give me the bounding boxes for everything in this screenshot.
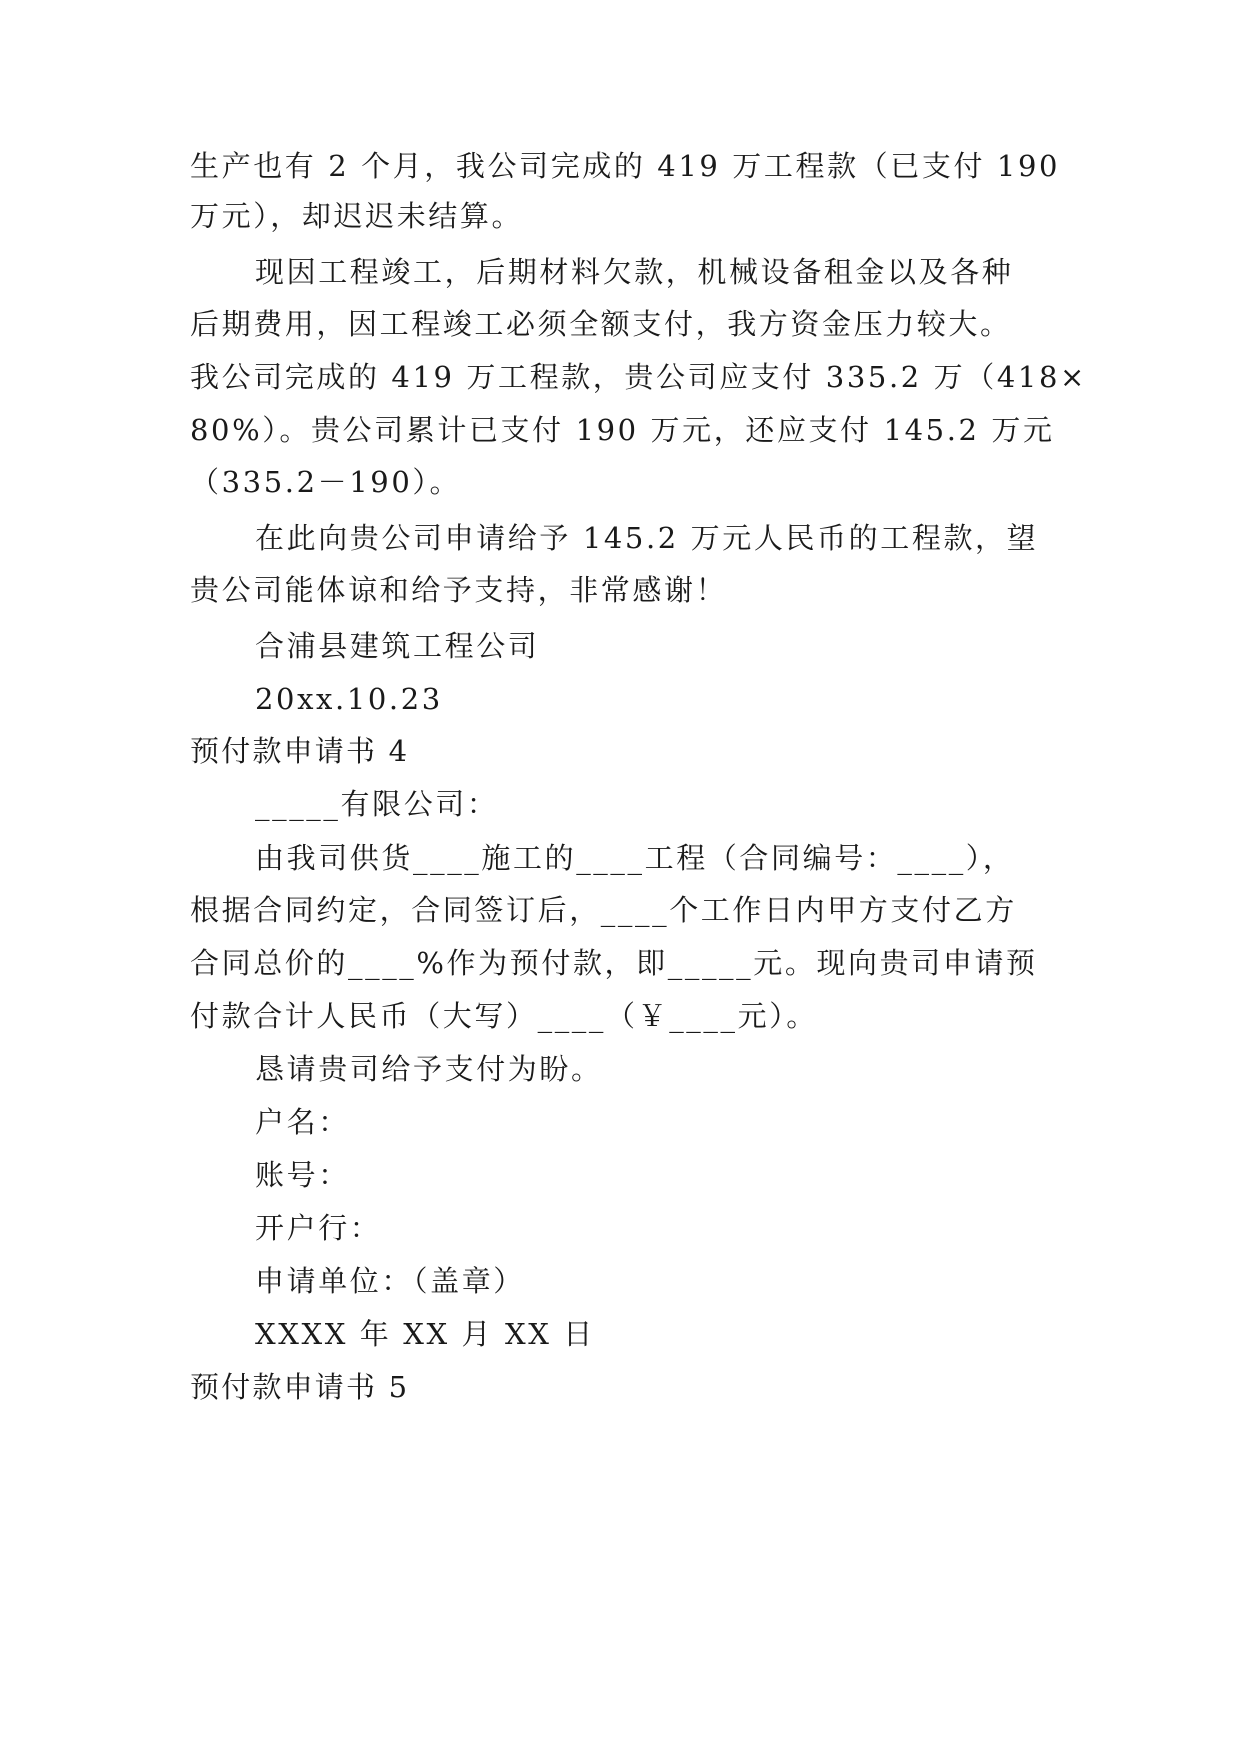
- paragraph-line: 恳请贵司给予支付为盼。: [255, 1052, 603, 1086]
- section-heading: 预付款申请书 5: [190, 1370, 410, 1404]
- signature-date: 20xx.10.23: [255, 682, 443, 716]
- paragraph-line: 在此向贵公司申请给予 145.2 万元人民币的工程款，望: [255, 521, 1039, 555]
- applicant-seal-label: 申请单位：（盖章）: [255, 1264, 525, 1298]
- paragraph-line: 生产也有 2 个月，我公司完成的 419 万工程款（已支付 190: [190, 149, 1061, 183]
- paragraph-line: 付款合计人民币（大写）____（￥____元）。: [190, 999, 818, 1033]
- signature-company: 合浦县建筑工程公司: [255, 629, 540, 663]
- bank-label: 开户行：: [255, 1211, 382, 1245]
- paragraph-line: 由我司供货____施工的____工程（合同编号：____），: [255, 841, 1015, 875]
- paragraph-line: 后期费用，因工程竣工必须全额支付，我方资金压力较大。: [190, 307, 1012, 341]
- section-heading: 预付款申请书 4: [190, 734, 410, 768]
- date-label: XXXX 年 XX 月 XX 日: [255, 1317, 595, 1351]
- salutation: _____有限公司：: [255, 787, 499, 821]
- paragraph-line: 80%）。贵公司累计已支付 190 万元，还应支付 145.2 万元: [190, 413, 1055, 447]
- paragraph-line: （335.2－190）。: [190, 465, 462, 499]
- paragraph-line: 我公司完成的 419 万工程款，贵公司应支付 335.2 万（418×: [190, 360, 1087, 394]
- paragraph-line: 现因工程竣工，后期材料欠款，机械设备租金以及各种: [255, 255, 1014, 289]
- account-name-label: 户名：: [255, 1105, 350, 1139]
- account-number-label: 账号：: [255, 1158, 350, 1192]
- paragraph-line: 合同总价的____%作为预付款，即_____元。现向贵司申请预: [190, 946, 1038, 980]
- paragraph-line: 贵公司能体谅和给予支持，非常感谢！: [190, 573, 728, 607]
- paragraph-line: 万元），却迟迟未结算。: [190, 199, 524, 233]
- paragraph-line: 根据合同约定，合同签订后，____个工作日内甲方支付乙方: [190, 893, 1017, 927]
